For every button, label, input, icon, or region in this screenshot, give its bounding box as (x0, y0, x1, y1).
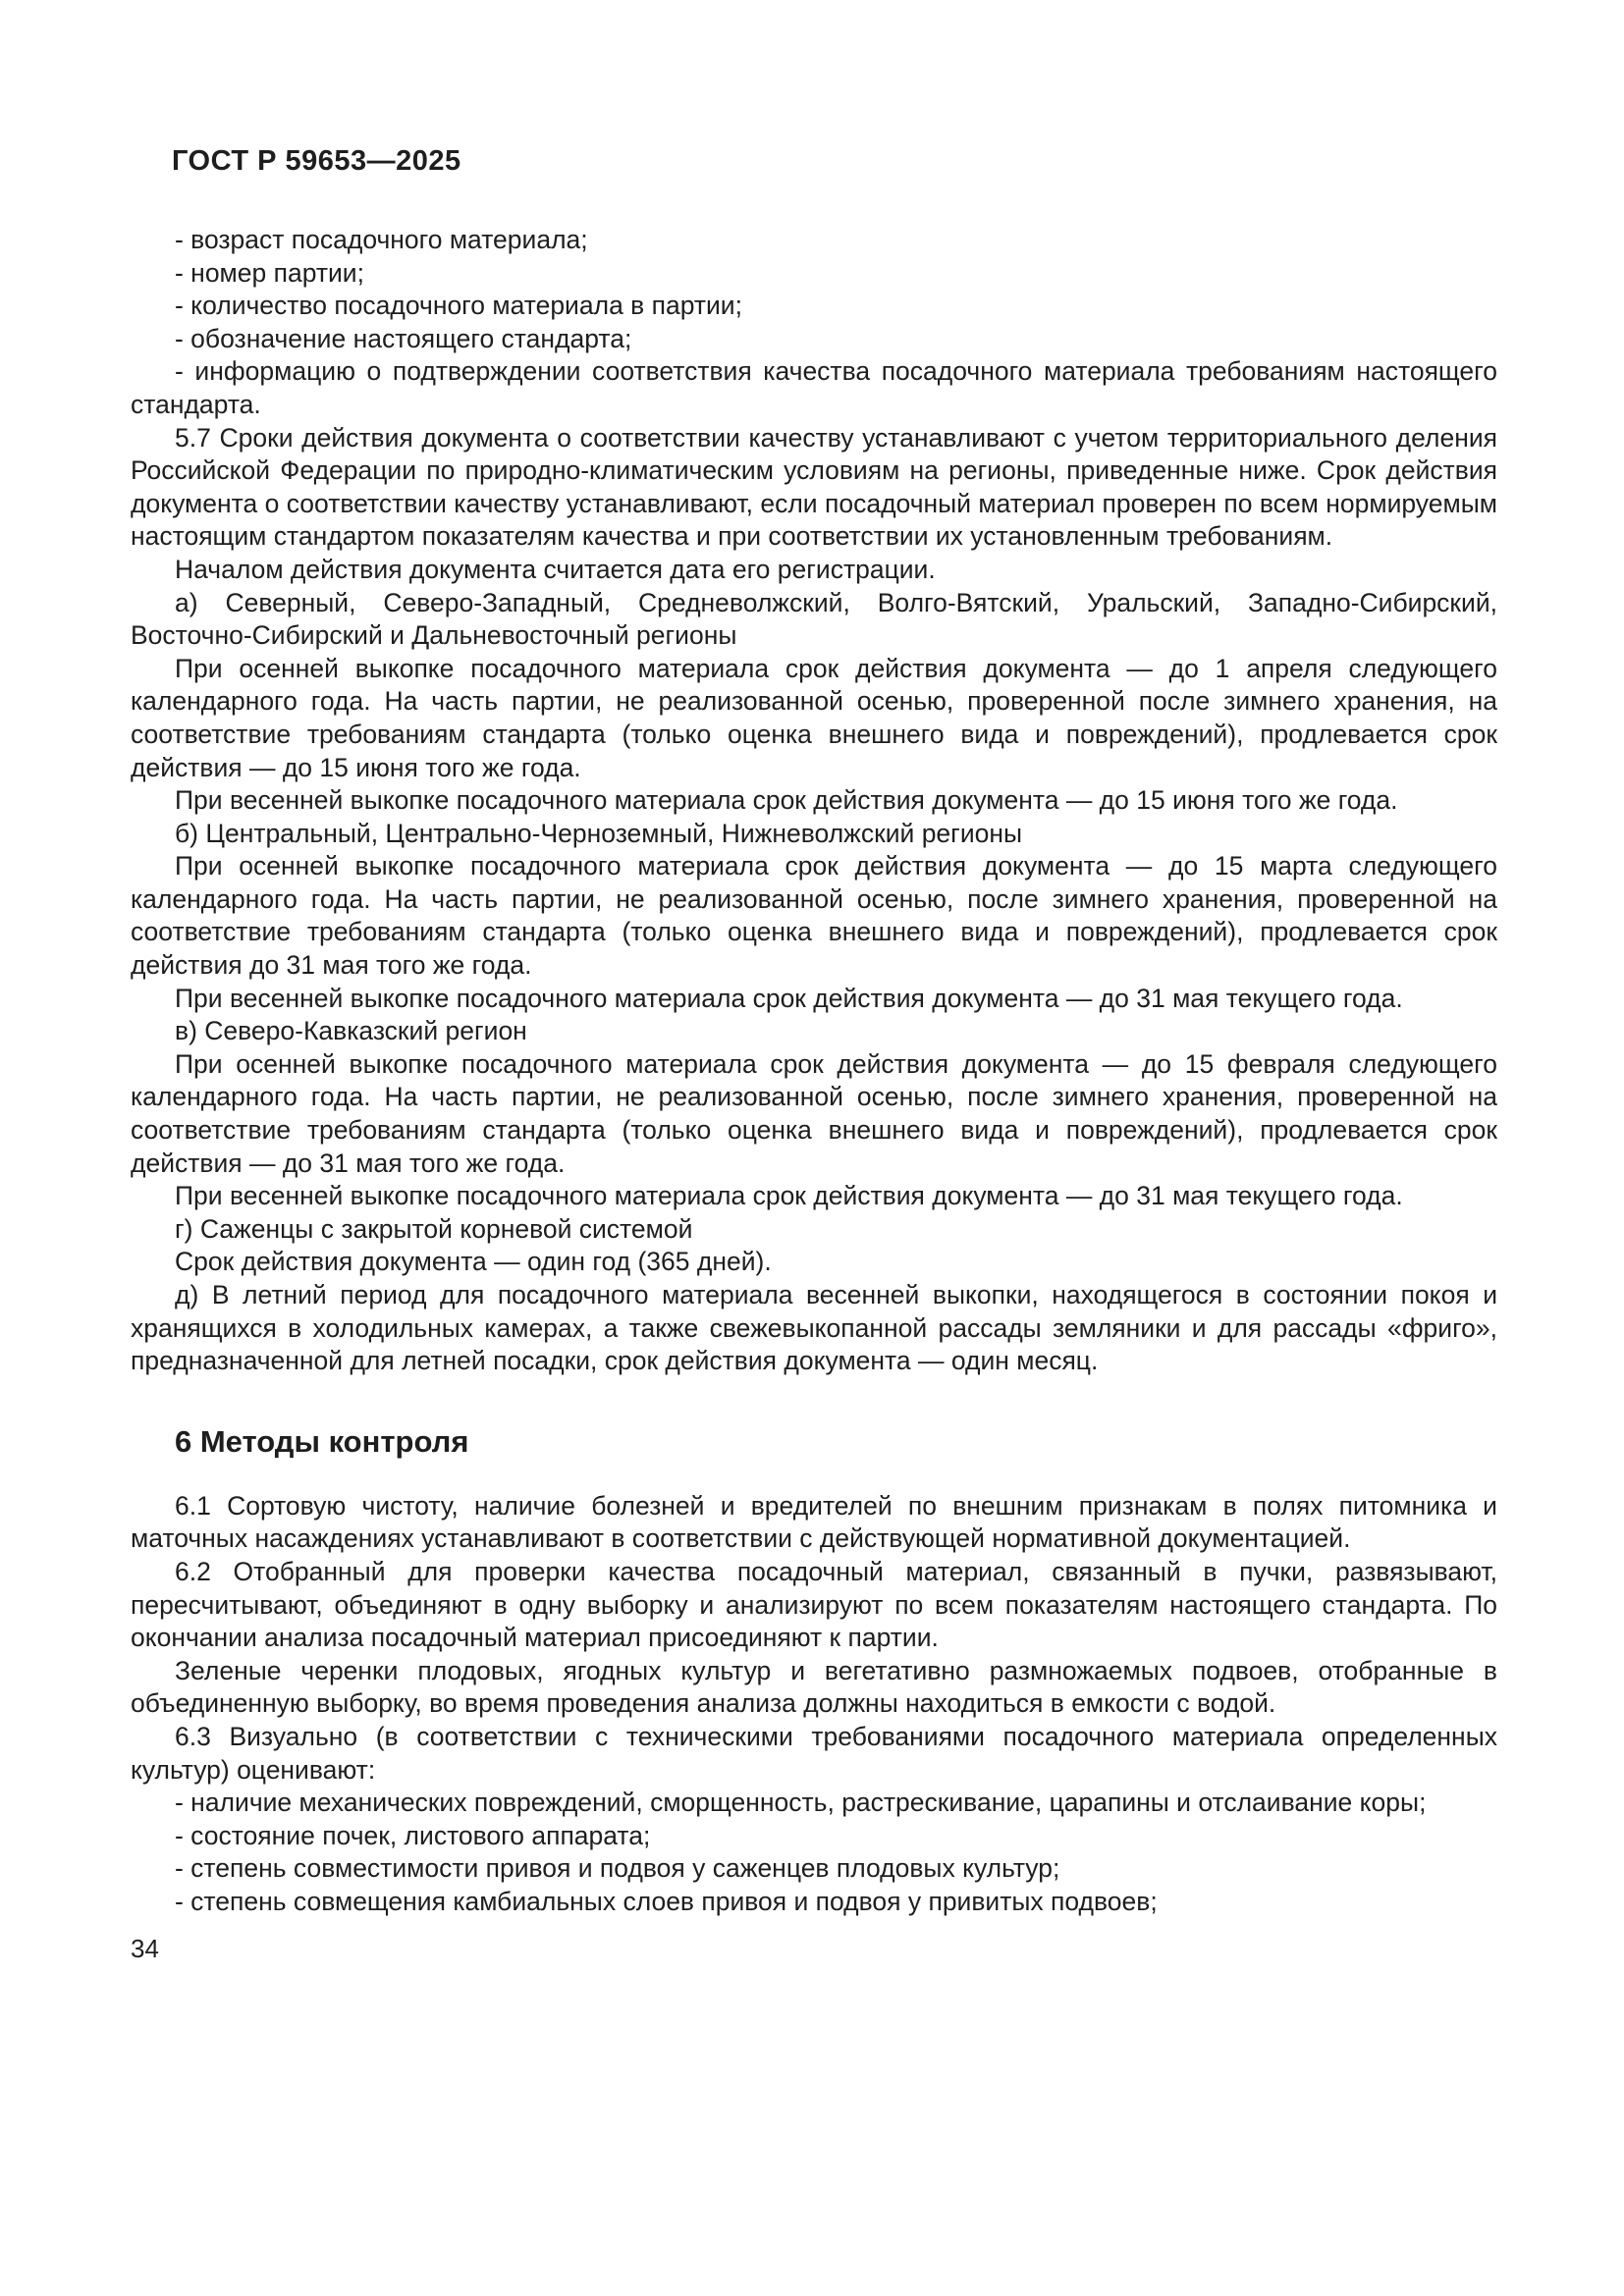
paragraph: 6.2 Отобранный для проверки качества посадочный материал, связанный в пучки, развязывают, пересчитывают, объединяют в одну выборку и анализируют по всем показателям настоящего стандарта. По окончании анализа посадочный материал присоединяют к партии. (131, 1556, 1497, 1653)
paragraph: 6.3 Визуально (в соответствии с техническими требованиями посадочного материала определенных культур) оценивают: (131, 1721, 1497, 1785)
standard-number-header: ГОСТ Р 59653—2025 (172, 145, 461, 177)
paragraph: При осенней выкопке посадочного материала срок действия документа — до 15 февраля следующего календарного года. На часть партии, не реализованной осенью, после зимнего хранения, проверенной на соответствие требованиям стандарта (только оценка внешнего вида и повреждений), продлевается срок действия — до 31 мая того же года. (131, 1048, 1497, 1178)
list-item: - количество посадочного материала в партии; (175, 291, 742, 321)
paragraph: б) Центральный, Центрально-Черноземный, Нижневолжский регионы (175, 818, 1023, 848)
paragraph: Началом действия документа считается дата его регистрации. (175, 554, 936, 584)
paragraph: Срок действия документа — один год (365 дней). (175, 1247, 772, 1277)
list-item: - обозначение настоящего стандарта; (175, 323, 632, 353)
paragraph: При осенней выкопке посадочного материала срок действия документа — до 1 апреля следующего календарного года. На часть партии, не реализованной осенью, проверенной после зимнего хранения, на соответствие требованиям стандарта (только оценка внешнего вида и повреждений), продлевается срок действия — до 15 июня того же года. (131, 653, 1497, 782)
paragraph: При весенней выкопке посадочного материала срок действия документа — до 31 мая текущего года. (175, 983, 1403, 1013)
page-body (131, 224, 1497, 1965)
section-heading: 6 Методы контроля (175, 1423, 469, 1459)
paragraph: При осенней выкопке посадочного материала срок действия документа — до 15 марта следующего календарного года. На часть партии, не реализованной осенью, после зимнего хранения, проверенной на соответствие требованиям стандарта (только оценка внешнего вида и повреждений), продлевается срок действия до 31 мая того же года. (131, 851, 1497, 981)
paragraph: г) Саженцы с закрытой корневой системой (175, 1213, 693, 1244)
paragraph: д) В летний период для посадочного материала весенней выкопки, находящегося в состоянии покоя и хранящихся в холодильных камерах, а также свежевыкопанной рассады земляники и для рассады «фриго», предназначенной для летней посадки, срок действия документа — один месяц. (131, 1280, 1497, 1376)
paragraph: 6.1 Сортовую чистоту, наличие болезней и вредителей по внешним признакам в полях питомника и маточных насаждениях устанавливают в соответствии с действующей нормативной документацией. (131, 1490, 1497, 1554)
page-number: 34 (131, 1933, 159, 1963)
list-item: - номер партии; (175, 257, 364, 288)
list-item: - состояние почек, листового аппарата; (175, 1820, 651, 1850)
paragraph: 5.7 Сроки действия документа о соответствии качеству устанавливают с учетом территориального деления Российской Федерации по природно-климатическим условиям на регионы, приведенные ниже. Срок действия документа о соответствии качеству устанавливают, если посадочный материал проверен по всем нормируемым настоящим стандартом показателям качества и при соответствии их установленным требованиям. (131, 422, 1497, 552)
paragraph: При весенней выкопке посадочного материала срок действия документа — до 15 июня того же года. (175, 785, 1398, 816)
list-item: - возраст посадочного материала; (175, 225, 588, 254)
list-item: - информацию о подтверждении соответствия качества посадочного материала требованиям настоящего стандарта. (131, 356, 1497, 419)
list-item: - степень совместимости привоя и подвоя у саженцев плодовых культур; (175, 1853, 1060, 1884)
list-item: - степень совмещения камбиальных слоев привоя и подвоя у привитых подвоев; (175, 1886, 1158, 1916)
paragraph: а) Северный, Северо-Западный, Средневолжский, Волго-Вятский, Уральский, Западно-Сибирский, Восточно-Сибирский и Дальневосточный регионы (131, 587, 1497, 651)
paragraph: Зеленые черенки плодовых, ягодных культур и вегетативно размножаемых подвоев, отобранные в объединенную выборку, во время проведения анализа должны находиться в емкости с водой. (131, 1655, 1497, 1719)
paragraph: в) Северо-Кавказский регион (175, 1016, 527, 1046)
list-item: - наличие механических повреждений, сморщенность, растрескивание, царапины и отслаивание коры; (175, 1788, 1427, 1818)
paragraph: При весенней выкопке посадочного материала срок действия документа — до 31 мая текущего года. (175, 1181, 1403, 1211)
